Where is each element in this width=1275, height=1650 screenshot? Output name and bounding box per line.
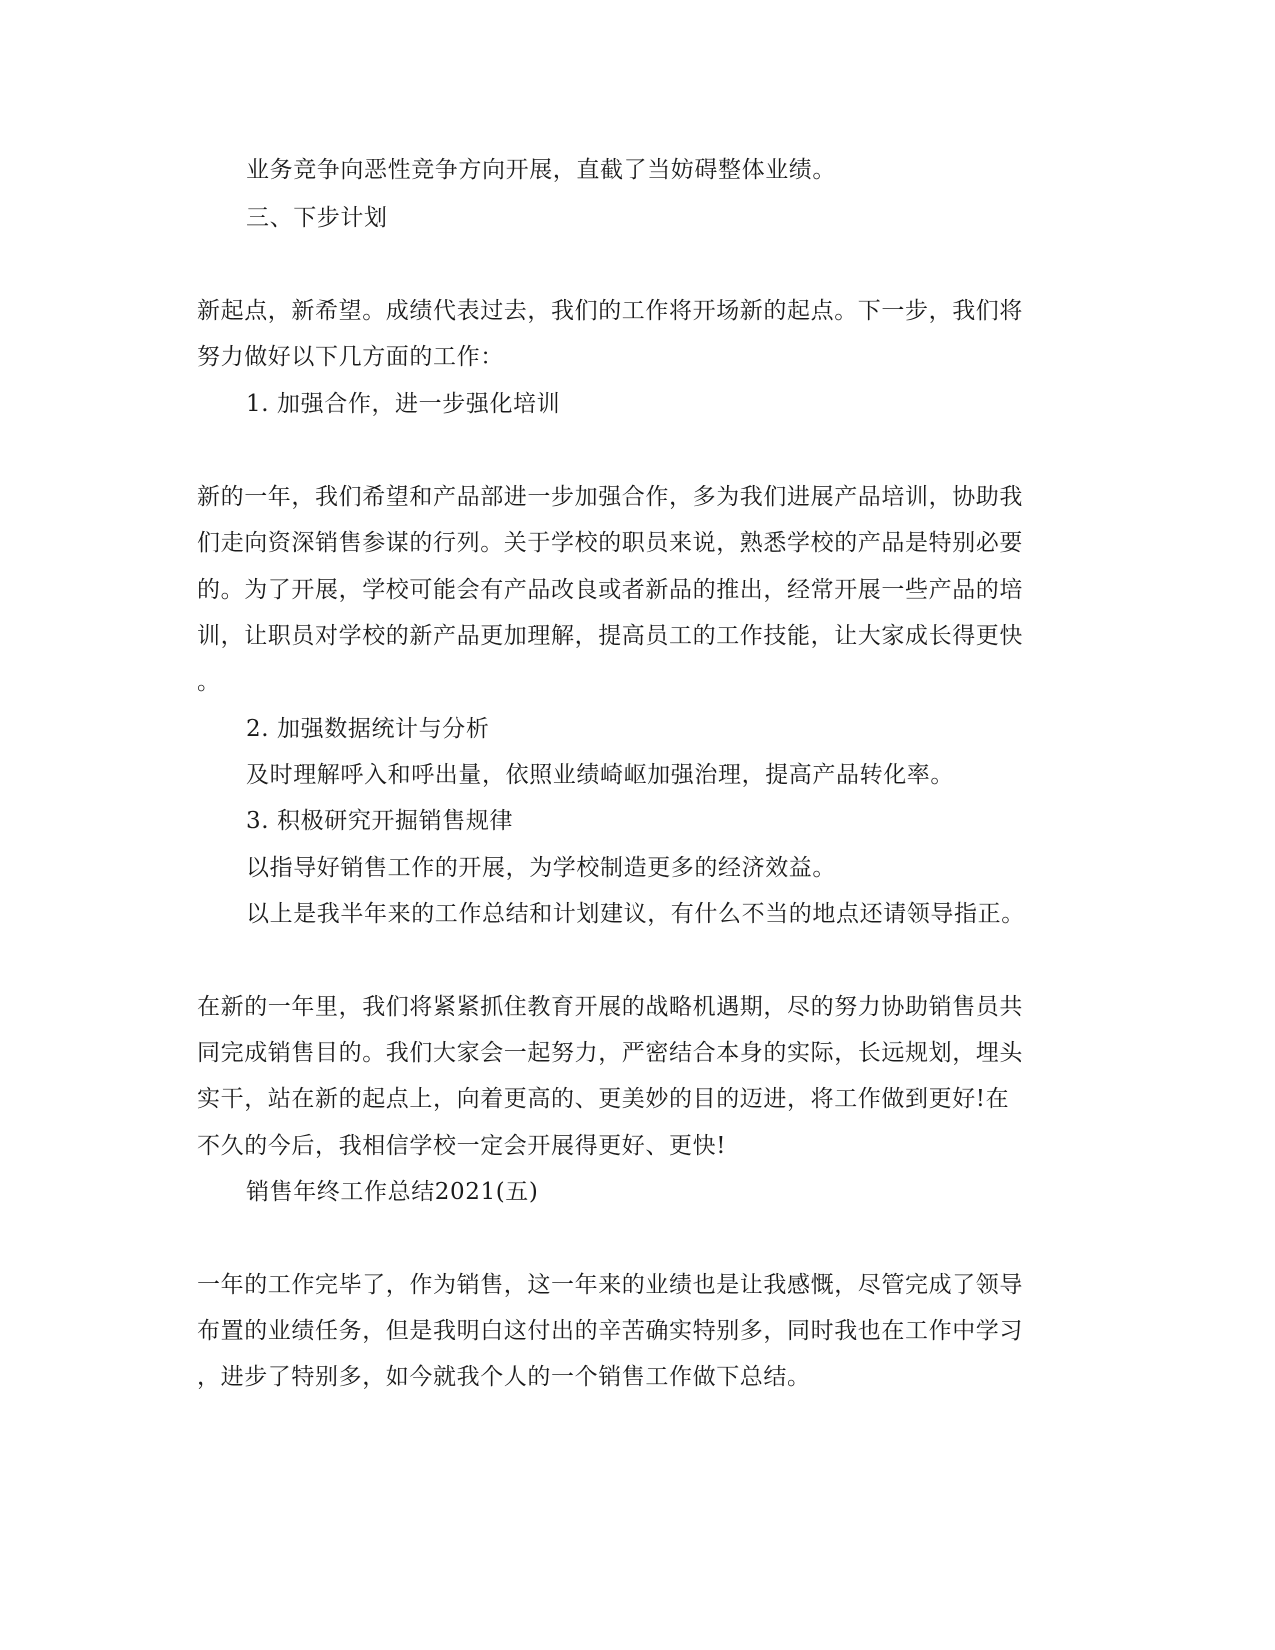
paragraph-line: 。	[197, 669, 221, 695]
list-item-heading: 3. 积极研究开掘销售规律	[246, 808, 514, 834]
paragraph-line: 新的一年，我们希望和产品部进一步加强合作，多为我们进展产品培训，协助我	[197, 484, 1023, 510]
paragraph-line: 以指导好销售工作的开展，为学校制造更多的经济效益。	[246, 855, 836, 881]
section-heading: 三、下步计划	[246, 205, 388, 231]
paragraph-line: 训，让职员对学校的新产品更加理解，提高员工的工作技能，让大家成长得更快	[197, 623, 1023, 649]
paragraph-line: 们走向资深销售参谋的行列。关于学校的职员来说，熟悉学校的产品是特别必要	[197, 530, 1023, 556]
paragraph-line: 以上是我半年来的工作总结和计划建议，有什么不当的地点还请领导指正。	[246, 901, 1025, 927]
paragraph-line: 的。为了开展，学校可能会有产品改良或者新品的推出，经常开展一些产品的培	[197, 577, 1023, 603]
paragraph-line: 努力做好以下几方面的工作：	[197, 344, 504, 370]
paragraph-line: 一年的工作完毕了，作为销售，这一年来的业绩也是让我感慨，尽管完成了领导	[197, 1272, 1023, 1298]
paragraph-line: 新起点，新希望。成绩代表过去，我们的工作将开场新的起点。下一步，我们将	[197, 298, 1023, 324]
paragraph-line: 布置的业绩任务，但是我明白这付出的辛苦确实特别多，同时我也在工作中学习	[197, 1318, 1023, 1344]
list-item-heading: 2. 加强数据统计与分析	[246, 716, 490, 742]
paragraph-line: 不久的今后，我相信学校一定会开展得更好、更快!	[197, 1133, 727, 1159]
paragraph-line: 实干，站在新的起点上，向着更高的、更美妙的目的迈进，将工作做到更好!在	[197, 1086, 1010, 1112]
paragraph-line: 业务竞争向恶性竞争方向开展，直截了当妨碍整体业绩。	[246, 157, 836, 183]
paragraph-line: 在新的一年里，我们将紧紧抓住教育开展的战略机遇期，尽的努力协助销售员共	[197, 994, 1023, 1020]
list-item-heading: 1. 加强合作，进一步强化培训	[246, 391, 561, 417]
paragraph-line: 及时理解呼入和呼出量，依照业绩崎岖加强治理，提高产品转化率。	[246, 762, 954, 788]
paragraph-line: 同完成销售目的。我们大家会一起努力，严密结合本身的实际，长远规划，埋头	[197, 1040, 1023, 1066]
section-heading: 销售年终工作总结2021(五)	[246, 1179, 539, 1205]
paragraph-line: ，进步了特别多，如今就我个人的一个销售工作做下总结。	[197, 1364, 811, 1390]
